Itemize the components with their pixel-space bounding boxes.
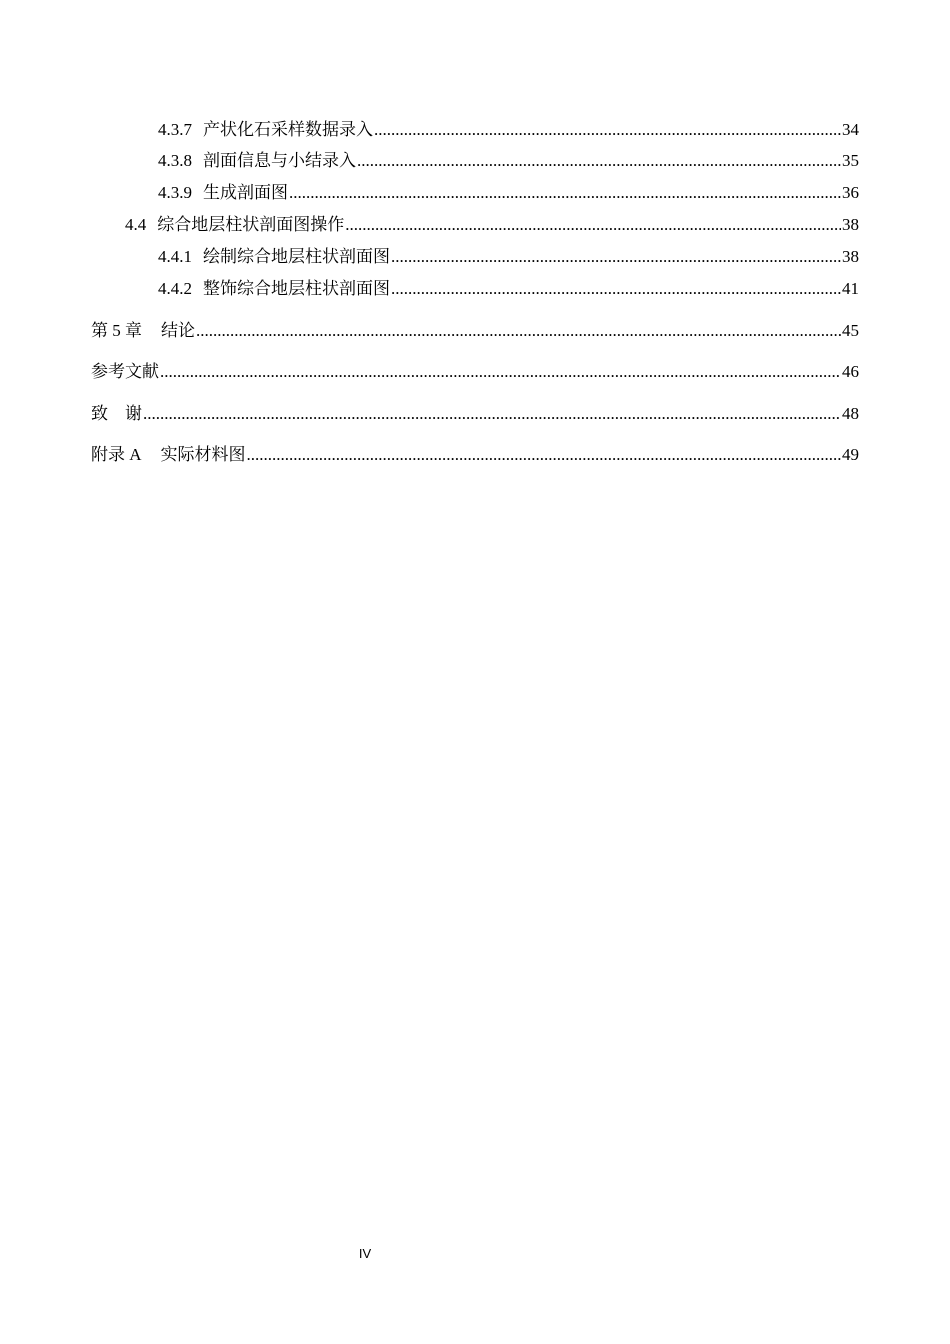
toc-entry-appendix-a[interactable] [91, 444, 859, 466]
page-number-footer: IV [358, 1246, 372, 1261]
toc-entry-page: 38 [842, 215, 859, 234]
toc-entry-title: 综合地层柱状剖面图操作 [157, 215, 345, 234]
toc-entry-references[interactable] [91, 361, 859, 383]
dot-leader [357, 150, 841, 172]
dot-leader [143, 403, 841, 425]
dot-leader [345, 214, 841, 236]
toc-entry-page: 35 [842, 151, 859, 170]
toc-entry-chapter-5[interactable] [91, 320, 859, 342]
toc-entry-title: 致 谢 [91, 404, 142, 423]
toc-entry-page: 34 [842, 120, 859, 139]
toc-entry-page: 38 [842, 247, 859, 266]
toc-entry-title: 生成剖面图 [203, 183, 288, 202]
toc-entry-number: 4.4 [125, 215, 147, 234]
toc-entry-title: 参考文献 [91, 362, 159, 381]
toc-entry-title: 产状化石采样数据录入 [203, 120, 373, 139]
toc-entry-4-3-9[interactable] [158, 182, 859, 204]
dot-leader [196, 320, 841, 342]
dot-leader [374, 119, 841, 141]
toc-entry-page: 49 [842, 445, 859, 464]
toc-entry-4-4-2[interactable] [158, 278, 859, 300]
toc-entry-title: 绘制综合地层柱状剖面图 [203, 247, 390, 266]
toc-entry-number: 附录 A [91, 445, 142, 464]
toc-entry-page: 36 [842, 183, 859, 202]
toc-entry-page: 46 [842, 362, 859, 381]
toc-entry-page: 41 [842, 279, 859, 298]
toc-entry-acknowledgements[interactable] [91, 403, 859, 425]
toc-entry-number: 4.3.9 [158, 183, 192, 202]
toc-entry-title: 整饰综合地层柱状剖面图 [203, 279, 390, 298]
toc-entry-4-4[interactable] [125, 214, 859, 236]
toc-entry-page: 48 [842, 404, 859, 423]
toc-entry-4-3-7[interactable] [158, 119, 859, 141]
toc-entry-number: 4.4.2 [158, 279, 192, 298]
toc-entry-4-3-8[interactable] [158, 150, 859, 172]
toc-entry-title: 结论 [161, 321, 195, 340]
dot-leader [160, 361, 841, 383]
dot-leader [247, 444, 841, 466]
dot-leader [289, 182, 841, 204]
toc-entry-page: 45 [842, 321, 859, 340]
dot-leader [391, 278, 841, 300]
toc-entry-number: 4.3.7 [158, 120, 192, 139]
toc-entry-number: 第 5 章 [91, 321, 142, 340]
dot-leader [391, 246, 841, 268]
toc-entry-title: 剖面信息与小结录入 [203, 151, 356, 170]
toc-entry-title: 实际材料图 [160, 445, 246, 464]
toc-entry-4-4-1[interactable] [158, 246, 859, 268]
toc-entry-number: 4.4.1 [158, 247, 192, 266]
toc-entry-number: 4.3.8 [158, 151, 192, 170]
